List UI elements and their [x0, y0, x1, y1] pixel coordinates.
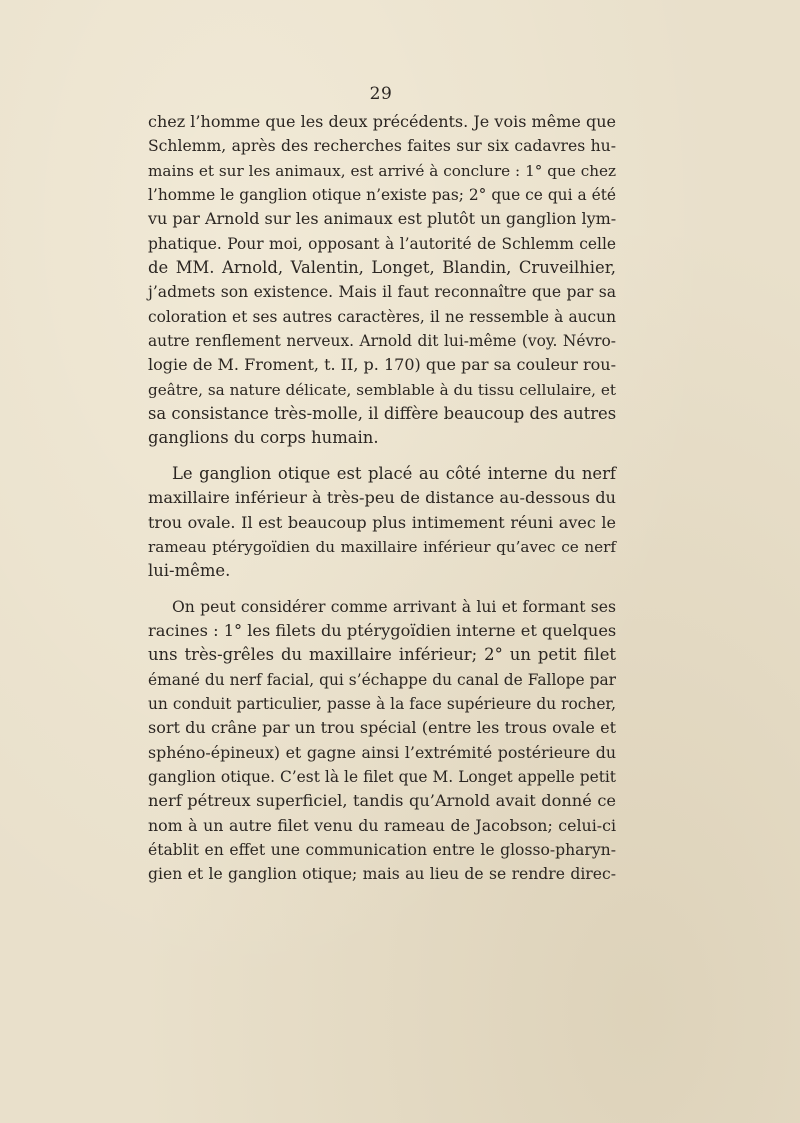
- paragraph-gap: [148, 451, 616, 462]
- text-line: sphéno-épineux) et gagne ainsi l’extrémité postérieure du: [148, 742, 616, 762]
- text-line: sa consistance très-molle, il diffère beaucoup des autres: [148, 404, 617, 424]
- text-line: maxillaire inférieur à très-peu de distance au-dessous du: [148, 488, 616, 508]
- text-line: racines : 1° les filets du ptérygoïdien interne et quelques: [148, 620, 617, 640]
- text-line: On peut considérer comme arrivant à lui et formant ses: [172, 597, 616, 616]
- paragraph-3: [148, 595, 616, 887]
- text-line: gien et le ganglion otique; mais au lieu de se rendre direc-: [148, 865, 616, 884]
- body-text: [148, 110, 616, 887]
- text-line: émané du nerf facial, qui s’échappe du canal de Fallope par: [148, 670, 616, 689]
- text-line: ganglions du corps humain.: [148, 428, 379, 448]
- paragraph-2: [148, 462, 616, 584]
- text-line: Le ganglion otique est placé au côté interne du nerf: [172, 463, 616, 483]
- text-line: rameau ptérygoïdien du maxillaire inférieur qu’avec ce nerf: [148, 537, 616, 556]
- text-line: sort du crâne par un trou spécial (entre les trous ovale et: [148, 718, 616, 738]
- paragraph-1: [148, 110, 616, 451]
- text-line: uns très-grêles du maxillaire inférieur; 2° un petit filet: [148, 645, 616, 665]
- text-line: geâtre, sa nature délicate, semblable à du tissu cellulaire, et: [148, 380, 616, 399]
- text-line: ganglion otique. C’est là le filet que M. Longet appelle petit: [148, 767, 616, 786]
- text-line: l’homme le ganglion otique n’existe pas; 2° que ce qui a été: [148, 186, 616, 205]
- text-line: nerf pétreux superficiel, tandis qu’Arnold avait donné ce: [148, 791, 616, 811]
- text-line: autre renflement nerveux. Arnold dit lui-même (voy. Névro-: [148, 332, 616, 351]
- text-line: phatique. Pour moi, opposant à l’autorité de Schlemm celle: [148, 234, 616, 253]
- text-line: logie de M. Froment, t. II, p. 170) que par sa couleur rou-: [148, 355, 616, 375]
- text-line: un conduit particulier, passe à la face supérieure du rocher,: [148, 694, 616, 713]
- paragraph-gap: [148, 584, 616, 595]
- text-line: mains et sur les animaux, est arrivé à conclure : 1° que chez: [148, 161, 616, 180]
- text-line: vu par Arnold sur les animaux est plutôt un ganglion lym-: [148, 209, 617, 229]
- text-line: Schlemm, après des recherches faites sur six cadavres hu-: [148, 137, 616, 156]
- text-line: coloration et ses autres caractères, il ne ressemble à aucun: [148, 307, 616, 326]
- page-number: 29: [369, 84, 393, 104]
- text-line: de MM. Arnold, Valentin, Longet, Blandin, Cruveilhier,: [148, 258, 616, 278]
- text-line: j’admets son existence. Mais il faut reconnaître que par sa: [148, 283, 616, 302]
- text-line: trou ovale. Il est beaucoup plus intimement réuni avec le: [148, 512, 616, 532]
- text-line: nom à un autre filet venu du rameau de Jacobson; celui-ci: [148, 815, 616, 835]
- text-line: chez l’homme que les deux précédents. Je vois même que: [148, 112, 616, 131]
- text-line: établit en effet une communication entre le glosso-pharyn-: [148, 840, 616, 859]
- text-line: lui-même.: [148, 561, 231, 581]
